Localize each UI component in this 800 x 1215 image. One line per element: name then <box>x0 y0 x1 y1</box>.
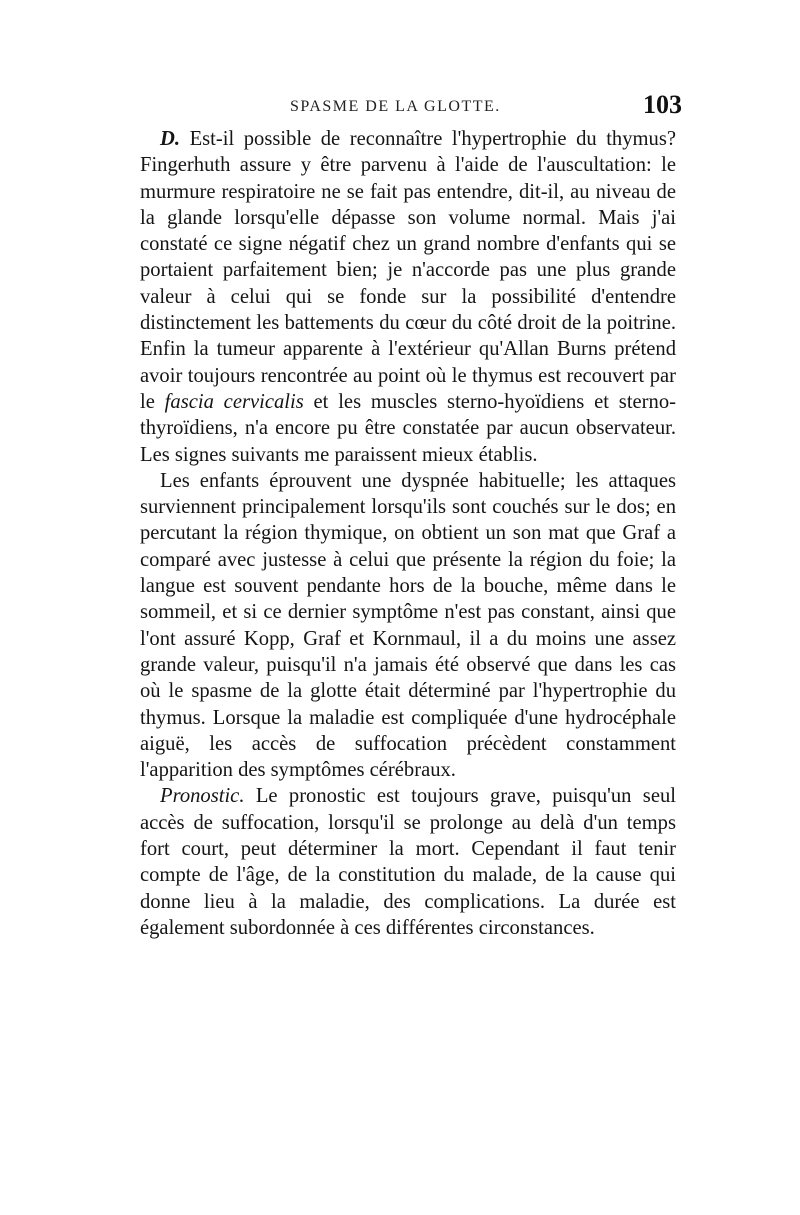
body-text <box>140 126 676 941</box>
paragraph-symptoms <box>140 468 676 784</box>
italic-term: fascia cervicalis <box>164 390 304 413</box>
paragraph-text: Est-il possible de reconnaître l'hypertrophie du thymus? Fingerhuth assure y être parvenu à l'aide de l'auscultation: le murmure respiratoire ne se fait pas entendre, dit-il, au niveau de la glande lorsqu'elle dépasse son volume normal. Mais j'ai constaté ce signe négatif chez un grand nombre d'enfants qui se portaient parfaitement bien; je n'accorde pas une plus grande valeur à celui qui se fonde sur la possibilité d'entendre distinctement les battements du cœur du côté droit de la poitrine. Enfin la tumeur apparente à l'extérieur qu'Allan Burns prétend avoir toujours rencontrée au point où le thymus est recouvert par le <box>140 128 676 413</box>
paragraph-thymus-diagnosis <box>140 126 676 468</box>
paragraph-text: Les enfants éprouvent une dyspnée habituelle; les attaques surviennent principalement lorsqu'ils sont couchés sur le dos; en percutant la région thymique, on obtient un son mat que Graf a comparé avec justesse à celui que présente la région du foie; la langue est souvent pendante hors de la bouche, même dans le sommeil, et si ce dernier symptôme n'est pas constant, ainsi que l'ont assuré Kopp, Graf et Kornmaul, il a du moins une assez grande valeur, puisqu'il n'a jamais été observé que dans les cas où le spasme de la glotte était déterminé par l'hypertrophie du thymus. Lorsque la maladie est compliquée d'une hydrocéphale aiguë, les accès de suffocation précèdent constamment l'apparition des symptômes cérébraux. <box>140 469 676 782</box>
paragraph-lead-letter: D. <box>160 128 181 150</box>
paragraph-text: Le pronostic est toujours grave, puisqu'un seul accès de suffocation, lorsqu'il se prolonge au delà d'un temps fort court, peut déterminer la mort. Cependant il faut tenir compte de l'âge, de la constitution du malade, de la cause qui donne lieu à la maladie, des complications. La durée est également subordonnée à ces différentes circonstances. <box>140 785 676 939</box>
page-number: 103 <box>643 90 682 119</box>
running-head <box>142 92 682 124</box>
paragraph-text: et les muscles sterno-hyoïdiens et sterno-thyroïdiens, n'a encore pu être constatée par aucun observateur. Les signes suivants me paraissent mieux établis. <box>140 390 676 466</box>
running-title: SPASME DE LA GLOTTE. <box>290 98 501 115</box>
section-lead-pronostic: Pronostic. <box>160 785 245 808</box>
paragraph-prognosis <box>140 783 676 941</box>
